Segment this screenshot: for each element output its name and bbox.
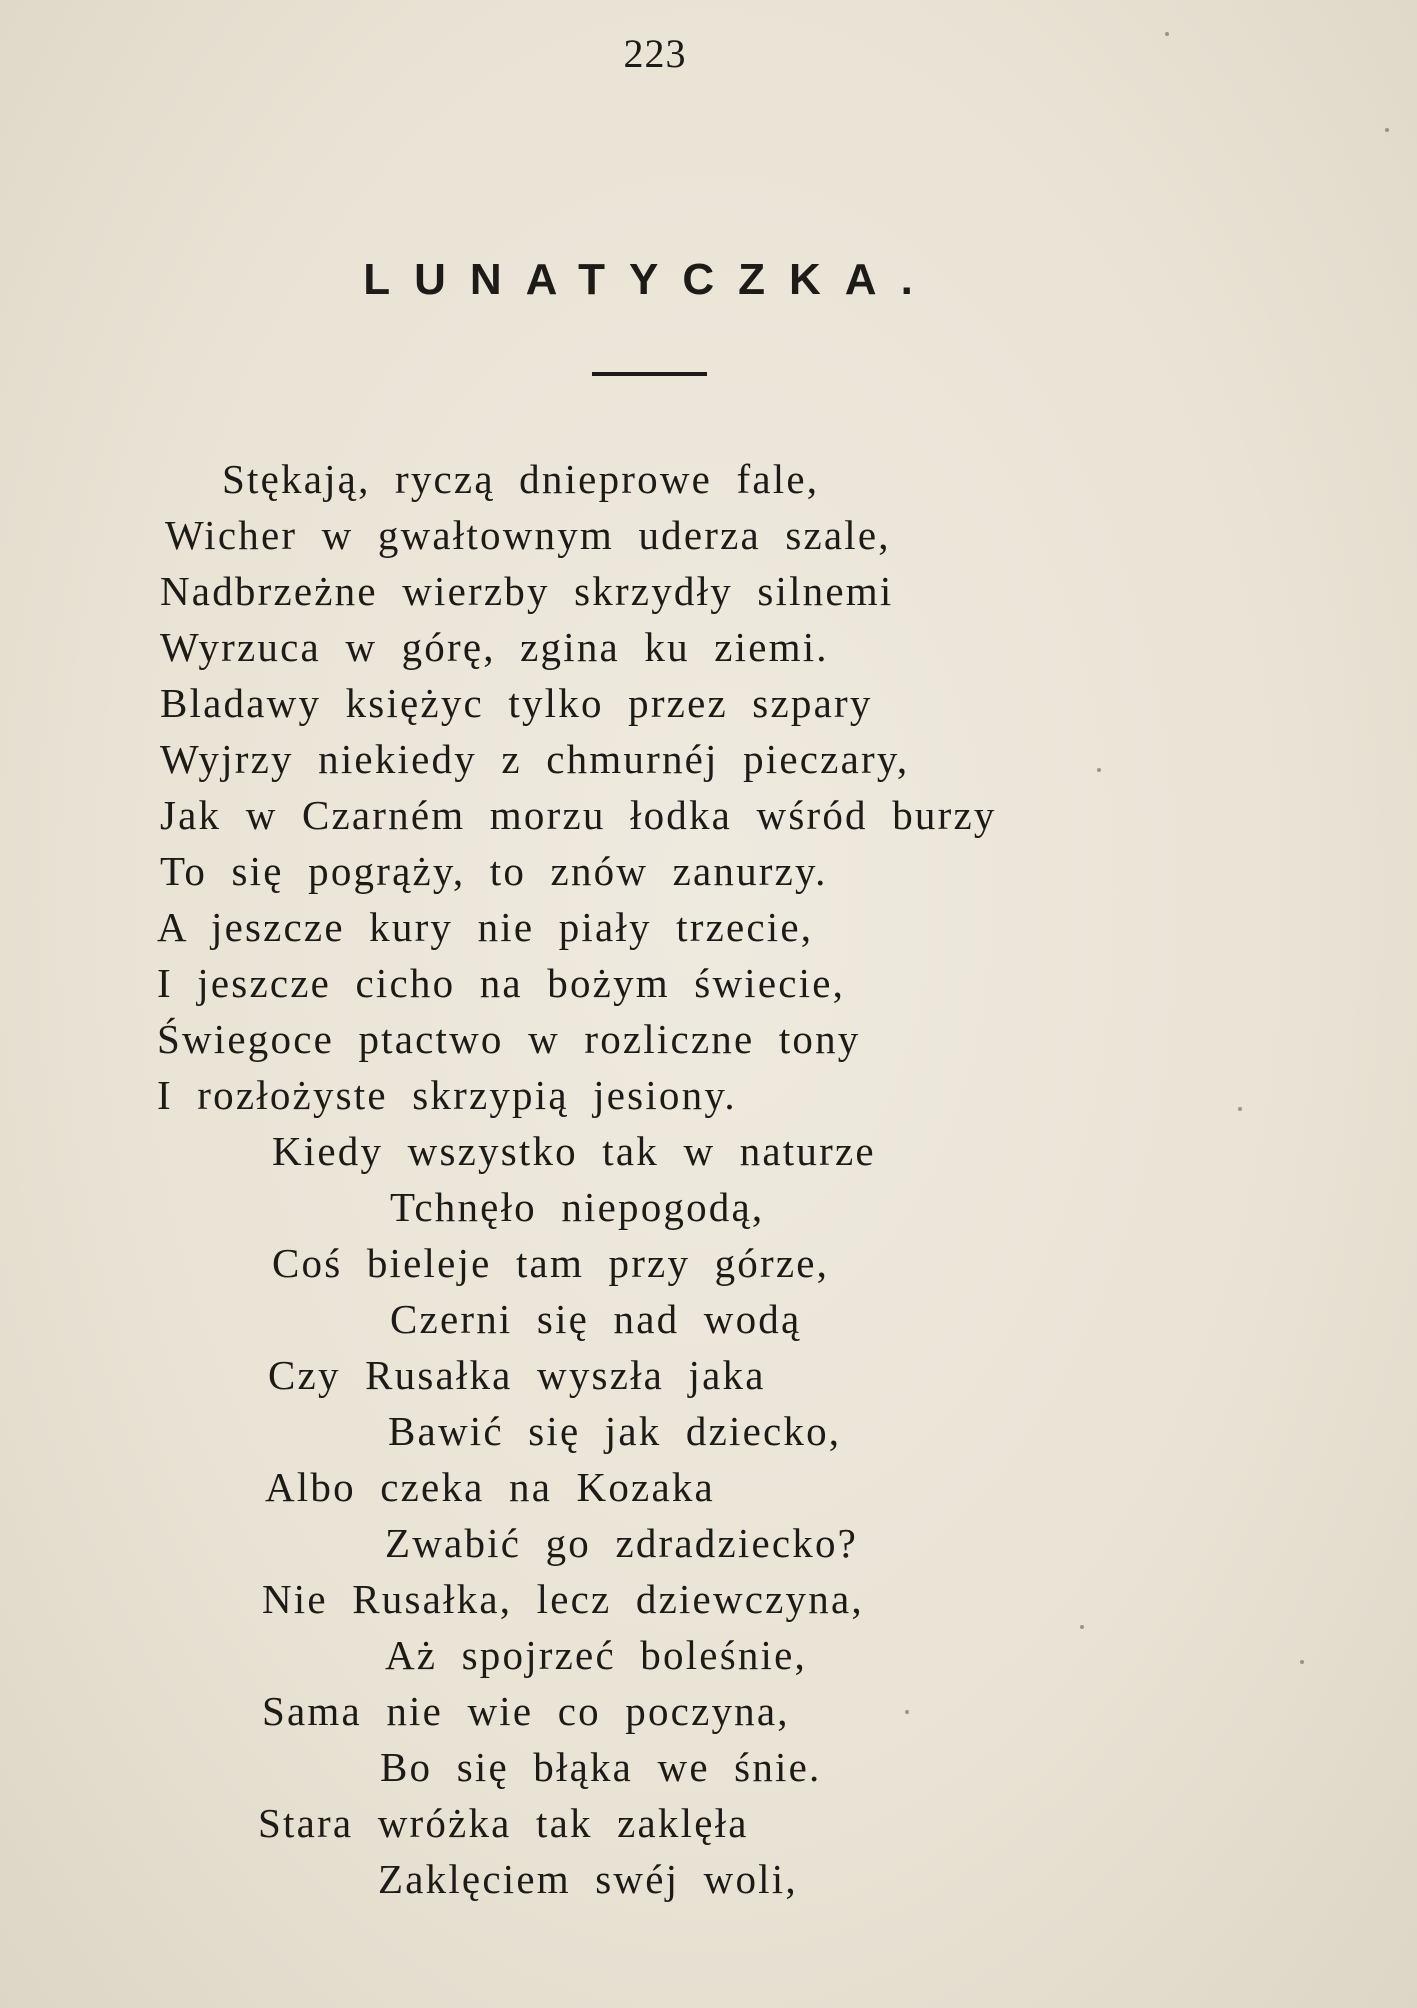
poem-line: Jak w Czarném morzu łodka wśród burzy — [160, 792, 997, 838]
paper-speck — [1097, 768, 1101, 772]
poem-line: Nie Rusałka, lecz dziewczyna, — [262, 1576, 864, 1622]
paper-speck — [1238, 1107, 1242, 1111]
poem-line: A jeszcze kury nie piały trzecie, — [157, 904, 814, 950]
poem-line: Nadbrzeżne wierzby skrzydły silnemi — [160, 568, 894, 614]
poem-line: Bladawy księżyc tylko przez szpary — [160, 680, 873, 726]
page-number: 223 — [623, 31, 687, 76]
poem-line: Bawić się jak dziecko, — [388, 1408, 842, 1454]
paper-speck — [1300, 1660, 1304, 1664]
poem-line: Albo czeka na Kozaka — [265, 1464, 715, 1510]
paper-speck — [1080, 1625, 1084, 1629]
poem-line: Czy Rusałka wyszła jaka — [268, 1352, 766, 1398]
poem-line: Zwabić go zdradziecko? — [385, 1520, 859, 1566]
poem-title: LUNATYCZKA. — [363, 255, 937, 304]
poem-line: Stękają, ryczą dnieprowe fale, — [222, 456, 820, 502]
poem-line: I jeszcze cicho na bożym świecie, — [157, 960, 846, 1006]
poem-line: Bo się błąka we śnie. — [380, 1744, 822, 1790]
poem-line: Sama nie wie co poczyna, — [262, 1688, 790, 1734]
poem-line: Wicher w gwałtownym uderza szale, — [165, 512, 891, 558]
poem-line: Coś bieleje tam przy górze, — [272, 1240, 830, 1286]
poem-line: Aż spojrzeć boleśnie, — [385, 1632, 807, 1678]
poem-line: Tchnęło niepogodą, — [390, 1184, 765, 1230]
poem-line: Czerni się nad wodą — [390, 1296, 802, 1342]
paper-speck — [1385, 128, 1389, 132]
poem-line: Wyjrzy niekiedy z chmurnéj pieczary, — [160, 736, 910, 782]
poem-line: Stara wróżka tak zaklęła — [258, 1800, 749, 1846]
poem-line: I rozłożyste skrzypią jesiony. — [157, 1072, 737, 1118]
paper-speck — [905, 1710, 909, 1714]
title-divider — [592, 372, 707, 376]
poem-line: Wyrzuca w górę, zgina ku ziemi. — [160, 624, 829, 670]
poem-line: Świegoce ptactwo w rozliczne tony — [157, 1016, 861, 1062]
poem-line: Zaklęciem swéj woli, — [378, 1856, 798, 1902]
poem-line: To się pogrąży, to znów zanurzy. — [160, 848, 828, 894]
poem-line: Kiedy wszystko tak w naturze — [272, 1128, 876, 1174]
